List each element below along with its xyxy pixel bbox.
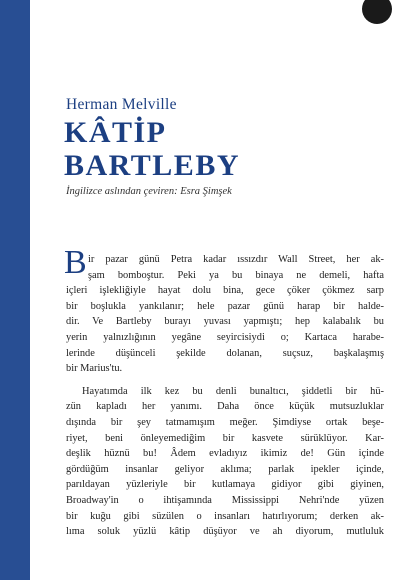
text-line: Broadway'in o ihtişamında Mississippi Nehri'nde yüzen [66, 494, 384, 506]
text-line: gördüğüm insanlar geliyor aklıma; parlak ipekler içinde, [66, 463, 384, 475]
translator-credit: İngilizce aslından çeviren: Esra Şimşek [66, 186, 232, 197]
book-spine-band [0, 0, 30, 580]
text-line: bir kuğu gibi süzülen o insanları hatırlıyorum; derken ak- [66, 510, 384, 522]
book-title [64, 116, 384, 182]
text-line: lerinde düşünceli şekilde dolanan, suçsuz, başkalaşmış [66, 347, 384, 359]
title-line-1: KÂTİP [64, 116, 167, 149]
text-line: bir Marius'tu. [66, 363, 123, 375]
author-name: Herman Melville [66, 96, 177, 113]
paragraph-2 [66, 384, 384, 540]
text-line: deşlik hüznü bu! Âdem evladıyız ikimiz de! Gün içinde [66, 448, 384, 460]
body-text [64, 244, 384, 547]
paragraph-1 [64, 244, 384, 377]
drop-cap: B [64, 244, 87, 281]
text-line: parıldayan yüzleriyle bir kutlamaya gidiyor gibi giyinen, [66, 479, 384, 491]
text-line: dir. Ve Bartleby burayı yuvası yapmıştı; hep kalabalık bu [66, 316, 384, 328]
text-line: zün kapladı her yanımı. Daha önce küçük mutsuzluklar [66, 401, 384, 413]
publisher-logo-icon [362, 0, 392, 24]
text-line: dışında bir şey tatmamışım meğer. Şimdiyse ortak beşe- [66, 416, 384, 428]
text-line: şam bomboştur. Peki ya bu binaya ne demeli, hafta [88, 269, 384, 281]
text-line: lıma soluk yüzlü kâtip düşüyor ve ah diyorum, mutluluk [66, 526, 384, 538]
text-line: bir boşlukla yankılanır; hele pazar günü harap bir halde- [66, 300, 384, 312]
text-line: içleri işlekliğiyle hayat dolu bina, gece çöker çökmez sarp [66, 285, 384, 297]
title-line-2: BARTLEBY [64, 149, 240, 182]
text-line: riyet, beni önleyemediğim bir kasvete sürüklüyor. Kar- [66, 432, 384, 444]
text-line: ir pazar günü Petra kadar ıssızdır Wall Street, her ak- [88, 254, 384, 265]
text-line: Hayatımda ilk kez bu denli bunaltıcı, şiddetli bir hü- [82, 385, 384, 397]
text-line: yerin yalnızlığının yegâne seyircisiydi o; Kartaca harabe- [66, 331, 384, 343]
